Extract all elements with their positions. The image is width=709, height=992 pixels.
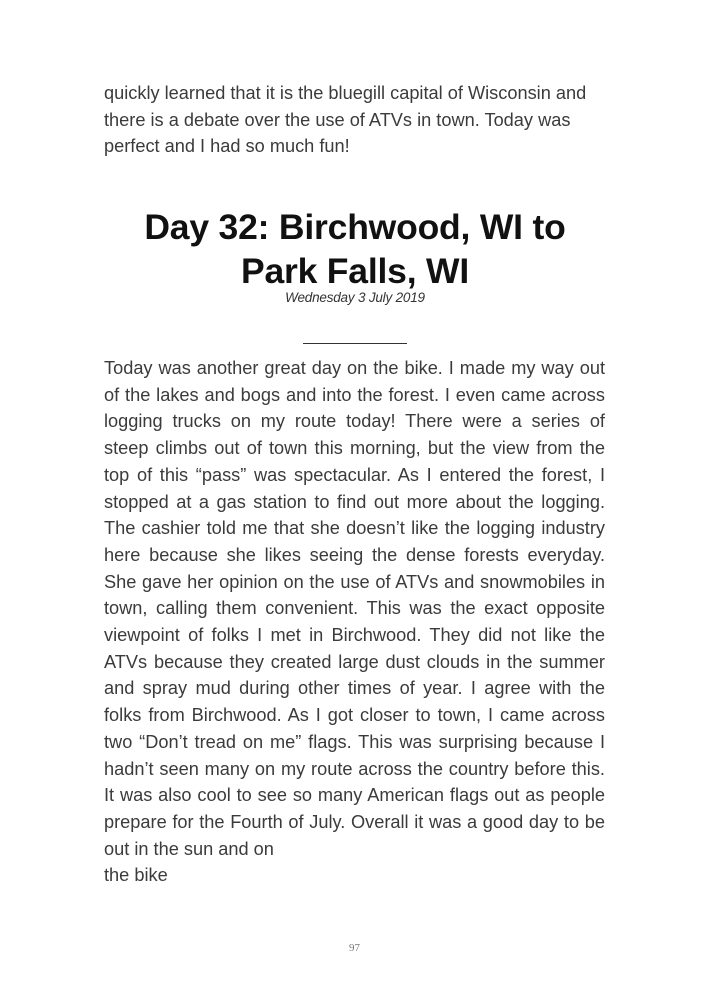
entry-date: Wednesday 3 July 2019 xyxy=(285,290,425,305)
entry-body-paragraph xyxy=(104,355,605,889)
entry-heading xyxy=(90,205,620,293)
entry-body-last-line: the bike xyxy=(104,865,168,886)
page-number: 97 xyxy=(349,942,360,954)
entry-heading-line-1: Day 32: Birchwood, WI to xyxy=(144,207,566,247)
entry-body-text: Today was another great day on the bike. I made my way out of the lakes and bogs and into the forest. I even came across logging trucks on my route today! There were a series of steep climbs out of town this morning, but the view from the top of this “pass” was spectacular. As I entered the forest, I stopped at a gas station to find out more about the logging. The cashier told me that she doesn’t like the logging industry here because she likes seeing the dense forests everyday. She gave her opinion on the use of ATVs and snowmobiles in town, calling them convenient. This was the exact opposite viewpoint of folks I met in Birchwood. They did not like the ATVs because they created large dust clouds in the summer and spray mud during other times of year. I agree with the folks from Birchwood. As I got closer to town, I came across two “Don’t tread on me” flags. This was surprising because I hadn’t seen many on my route across the country before this. It was also cool to see so many American flags out as people prepare for the Fourth of July. Overall it was a good day to be out in the sun and on xyxy=(104,358,605,859)
intro-paragraph: quickly learned that it is the bluegill capital of Wisconsin and there is a debate over the use of ATVs in town. Today was perfect and I had so much fun! xyxy=(104,83,587,157)
section-divider xyxy=(303,343,407,344)
entry-heading-line-2: Park Falls, WI xyxy=(240,251,470,291)
